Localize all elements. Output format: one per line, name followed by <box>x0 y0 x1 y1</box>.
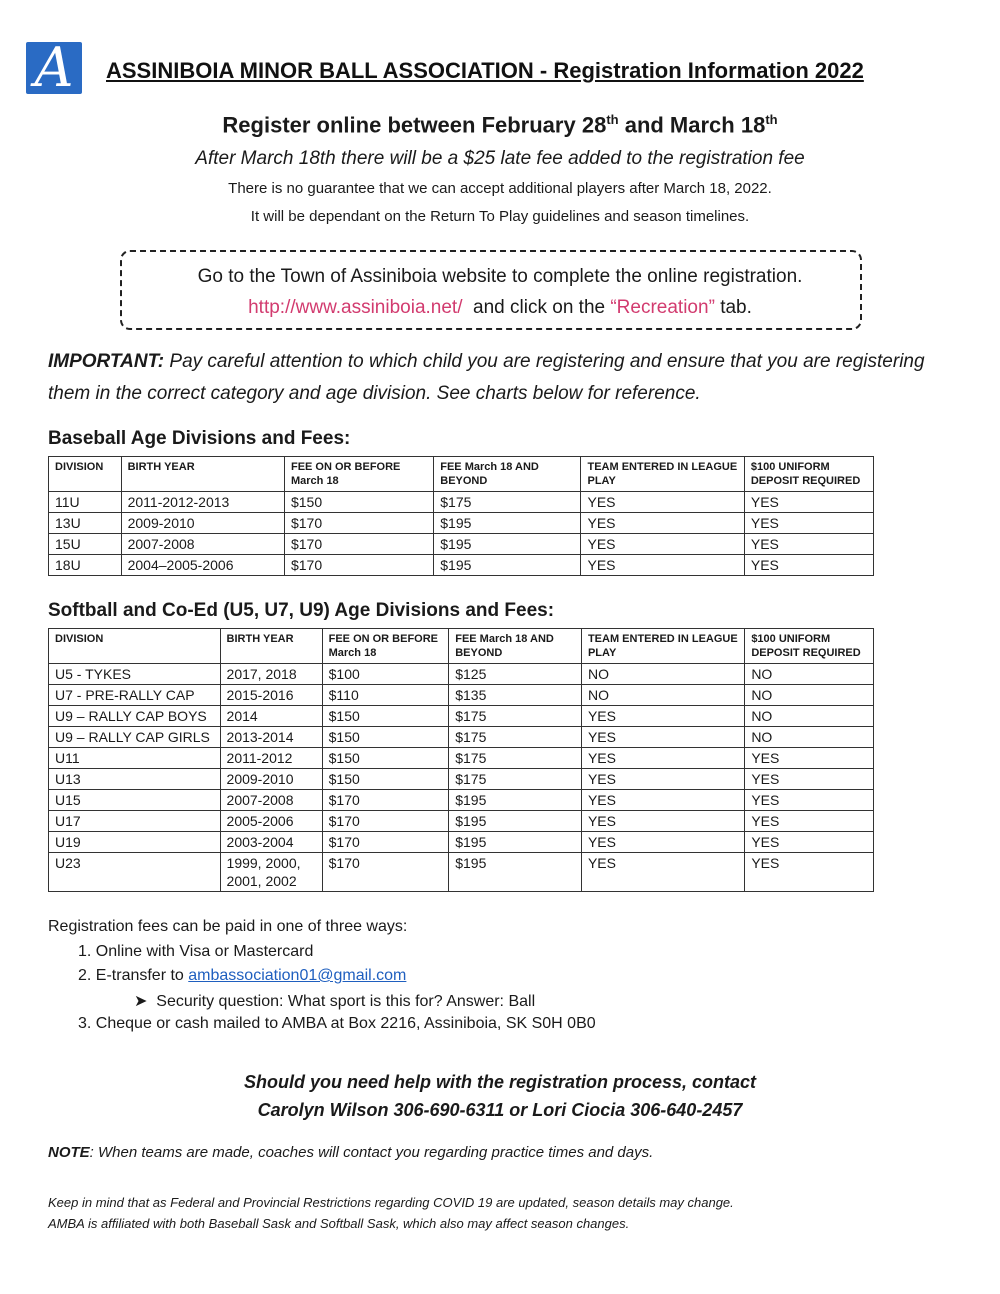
table-cell: YES <box>744 492 873 513</box>
table-cell: 2011-2012 <box>220 748 322 769</box>
table-cell: NO <box>581 685 744 706</box>
table-cell: $195 <box>449 853 582 892</box>
table-cell: YES <box>581 790 744 811</box>
table-row <box>49 555 874 576</box>
table-row <box>49 832 874 853</box>
table-cell: $195 <box>434 513 581 534</box>
table-row <box>49 534 874 555</box>
table-cell: 2015-2016 <box>220 685 322 706</box>
table-cell: U5 - TYKES <box>49 664 221 685</box>
table-cell: 2017, 2018 <box>220 664 322 685</box>
table-cell: 2007-2008 <box>220 790 322 811</box>
table-cell: YES <box>581 748 744 769</box>
table-cell: YES <box>581 832 744 853</box>
table-cell: U9 – RALLY CAP BOYS <box>49 706 221 727</box>
table-cell: $150 <box>322 706 449 727</box>
table-cell: U19 <box>49 832 221 853</box>
softball-heading: Softball and Co-Ed (U5, U7, U9) Age Divisions and Fees: <box>48 600 555 621</box>
table-cell: $170 <box>322 790 449 811</box>
table-cell: 2009-2010 <box>121 513 284 534</box>
table-row <box>49 811 874 832</box>
payment-intro: Registration fees can be paid in one of three ways: <box>48 918 408 935</box>
table-header-row: DIVISION BIRTH YEAR FEE ON OR BEFORE March 18 FEE March 18 AND BEYOND TEAM ENTERED IN LEAGUE PLAY $100 UNIFORM DEPOSIT REQUIRED <box>49 629 874 664</box>
table-cell: YES <box>745 748 874 769</box>
table-cell: YES <box>581 727 744 748</box>
no-guarantee-note: There is no guarantee that we can accept additional players after March 18, 2022. <box>228 180 772 197</box>
table-cell: $175 <box>449 748 582 769</box>
table-cell: $170 <box>284 513 433 534</box>
table-cell: $195 <box>434 534 581 555</box>
table-cell: $150 <box>284 492 433 513</box>
table-cell: $175 <box>449 706 582 727</box>
table-cell: 11U <box>49 492 122 513</box>
table-cell: $170 <box>284 534 433 555</box>
table-cell: YES <box>745 853 874 892</box>
table-cell: U13 <box>49 769 221 790</box>
table-cell: 2005-2006 <box>220 811 322 832</box>
table-cell: $150 <box>322 769 449 790</box>
table-cell: $150 <box>322 727 449 748</box>
table-cell: NO <box>745 727 874 748</box>
page-title: ASSINIBOIA MINOR BALL ASSOCIATION - Registration Information 2022 <box>106 58 864 83</box>
table-cell: YES <box>745 811 874 832</box>
payment-option-1: 1. Online with Visa or Mastercard <box>78 943 314 960</box>
table-cell: YES <box>581 706 744 727</box>
payment-option-2: 2. E-transfer to ambassociation01@gmail.com <box>78 967 407 984</box>
table-cell: $170 <box>284 555 433 576</box>
table-cell: 13U <box>49 513 122 534</box>
table-cell: $195 <box>449 811 582 832</box>
table-cell: 15U <box>49 534 122 555</box>
table-cell: YES <box>581 769 744 790</box>
table-cell: YES <box>581 492 744 513</box>
table-cell: $175 <box>434 492 581 513</box>
registration-headline: Register online between February 28th and March 18th <box>222 112 778 138</box>
table-cell: 2003-2004 <box>220 832 322 853</box>
table-cell: U7 - PRE-RALLY CAP <box>49 685 221 706</box>
table-cell: 2007-2008 <box>121 534 284 555</box>
coach-note: NOTE: When teams are made, coaches will contact you regarding practice times and days. <box>48 1144 654 1161</box>
table-cell: YES <box>581 534 744 555</box>
table-cell: $175 <box>449 727 582 748</box>
table-cell: $170 <box>322 853 449 892</box>
website-line: Go to the Town of Assiniboia website to complete the online registration. <box>197 266 803 287</box>
table-cell: YES <box>581 853 744 892</box>
arrow-bullet-icon: ➤ <box>134 993 148 1010</box>
table-cell: YES <box>744 555 873 576</box>
table-cell: 1999, 2000, 2001, 2002 <box>220 853 322 892</box>
table-header-row: DIVISION BIRTH YEAR FEE ON OR BEFORE March 18 FEE March 18 AND BEYOND TEAM ENTERED IN LEAGUE PLAY $100 UNIFORM DEPOSIT REQUIRED <box>49 457 874 492</box>
table-cell: $175 <box>449 769 582 790</box>
security-question: ➤ Security question: What sport is this for? Answer: Ball <box>134 993 536 1010</box>
important-notice: IMPORTANT: Pay careful attention to which child you are registering and ensure that you are registering them in the correct category and age division. See charts below for reference. <box>48 351 925 404</box>
table-cell: 18U <box>49 555 122 576</box>
table-cell: $150 <box>322 748 449 769</box>
baseball-fees-table <box>48 456 874 576</box>
table-row <box>49 748 874 769</box>
table-row <box>49 727 874 748</box>
table-row <box>49 769 874 790</box>
table-cell: 2014 <box>220 706 322 727</box>
table-cell: NO <box>745 664 874 685</box>
table-row <box>49 685 874 706</box>
table-cell: 2009-2010 <box>220 769 322 790</box>
table-cell: YES <box>581 555 744 576</box>
table-cell: $195 <box>449 832 582 853</box>
table-cell: YES <box>745 769 874 790</box>
table-row <box>49 513 874 534</box>
table-row <box>49 853 874 892</box>
table-cell: YES <box>745 790 874 811</box>
table-cell: 2004–2005-2006 <box>121 555 284 576</box>
table-cell: $195 <box>434 555 581 576</box>
dependant-note: It will be dependant on the Return To Play guidelines and season timelines. <box>250 208 750 225</box>
table-cell: YES <box>744 534 873 555</box>
table-cell: U17 <box>49 811 221 832</box>
table-cell: U15 <box>49 790 221 811</box>
recreation-tab-label: “Recreation” <box>610 297 715 318</box>
softball-fees-table <box>48 628 874 892</box>
table-cell: 2011-2012-2013 <box>121 492 284 513</box>
baseball-heading: Baseball Age Divisions and Fees: <box>48 428 351 449</box>
table-cell: U9 – RALLY CAP GIRLS <box>49 727 221 748</box>
website-url-link[interactable]: http://www.assiniboia.net/ <box>248 297 463 318</box>
table-row <box>49 492 874 513</box>
table-cell: $195 <box>449 790 582 811</box>
table-cell: NO <box>581 664 744 685</box>
table-cell: NO <box>745 706 874 727</box>
table-row <box>49 706 874 727</box>
table-cell: YES <box>581 513 744 534</box>
table-cell: 2013-2014 <box>220 727 322 748</box>
help-contact: Should you need help with the registration process, contact Carolyn Wilson 306-690-6311 or Lori Ciocia 306-640-2457 <box>243 1072 757 1120</box>
table-cell: YES <box>744 513 873 534</box>
table-cell: $170 <box>322 811 449 832</box>
payment-option-3: 3. Cheque or cash mailed to AMBA at Box 2216, Assiniboia, SK S0H 0B0 <box>78 1015 596 1032</box>
table-cell: $110 <box>322 685 449 706</box>
website-url-line: http://www.assiniboia.net/ and click on the “Recreation” tab. <box>248 297 752 318</box>
table-row <box>49 664 874 685</box>
covid-disclaimer: Keep in mind that as Federal and Provincial Restrictions regarding COVID 19 are updated, season details may change. AMBA is affiliated with both Baseball Sask and Softball Sask, which also may affect season changes. <box>48 1195 734 1231</box>
late-fee-note: After March 18th there will be a $25 late fee added to the registration fee <box>195 148 805 169</box>
table-cell: $170 <box>322 832 449 853</box>
table-cell: NO <box>745 685 874 706</box>
table-cell: U23 <box>49 853 221 892</box>
table-row <box>49 790 874 811</box>
table-cell: YES <box>581 811 744 832</box>
logo-letter: A <box>34 36 74 99</box>
table-cell: U11 <box>49 748 221 769</box>
table-cell: $135 <box>449 685 582 706</box>
table-cell: $125 <box>449 664 582 685</box>
email-link[interactable]: ambassociation01@gmail.com <box>188 967 407 984</box>
table-cell: $100 <box>322 664 449 685</box>
amba-logo <box>26 36 82 99</box>
table-cell: YES <box>745 832 874 853</box>
